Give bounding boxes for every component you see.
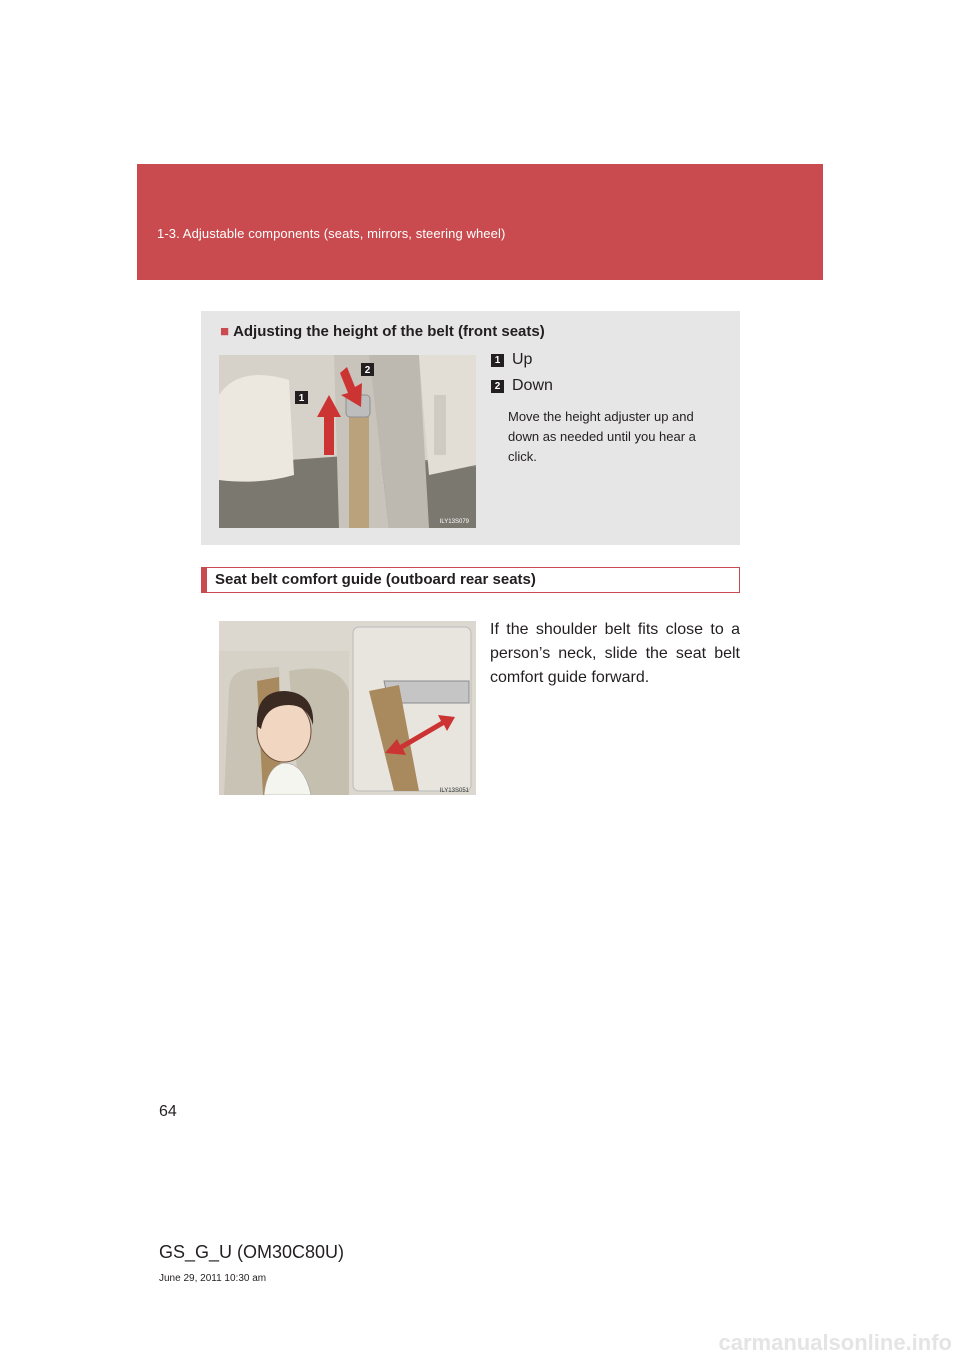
info-box <box>201 311 740 545</box>
belt-height-illustration <box>219 355 476 528</box>
step-number-2: 2 <box>491 380 504 393</box>
comfort-guide-illustration <box>219 621 476 795</box>
info-box-title-text: Adjusting the height of the belt (front seats) <box>233 323 545 340</box>
section-body-text: If the shoulder belt fits close to a person’s neck, slide the seat belt comfort guide forward. <box>490 621 740 686</box>
section-heading-text: Seat belt comfort guide (outboard rear seats) <box>215 571 536 588</box>
section-title: 1-3. Adjustable components (seats, mirrors, steering wheel) <box>157 226 506 241</box>
header-bar <box>137 164 823 280</box>
svg-text:2: 2 <box>364 365 371 376</box>
document-date: June 29, 2011 10:30 am <box>159 1273 267 1284</box>
step-up <box>491 351 532 369</box>
page-number: 64 <box>159 1103 177 1120</box>
step-down <box>491 377 553 395</box>
info-note: Move the height adjuster up and down as needed until you hear a click. <box>508 409 696 464</box>
svg-text:1: 1 <box>298 393 305 404</box>
watermark-logo <box>0 1326 960 1358</box>
step-number-1: 1 <box>491 354 504 367</box>
section-heading <box>201 567 740 593</box>
step-label-down: Down <box>512 377 553 394</box>
document-code: GS_G_U (OM30C80U) <box>159 1242 345 1262</box>
image-code-2: ILY13S051 <box>439 788 469 794</box>
watermark-text: carmanualsonline.info <box>718 1330 952 1355</box>
square-bullet-icon: ■ <box>220 323 230 340</box>
section-heading-bar <box>201 568 207 592</box>
info-box-title <box>220 323 545 340</box>
image-code-1: ILY13S079 <box>439 519 469 525</box>
step-label-up: Up <box>512 351 533 368</box>
